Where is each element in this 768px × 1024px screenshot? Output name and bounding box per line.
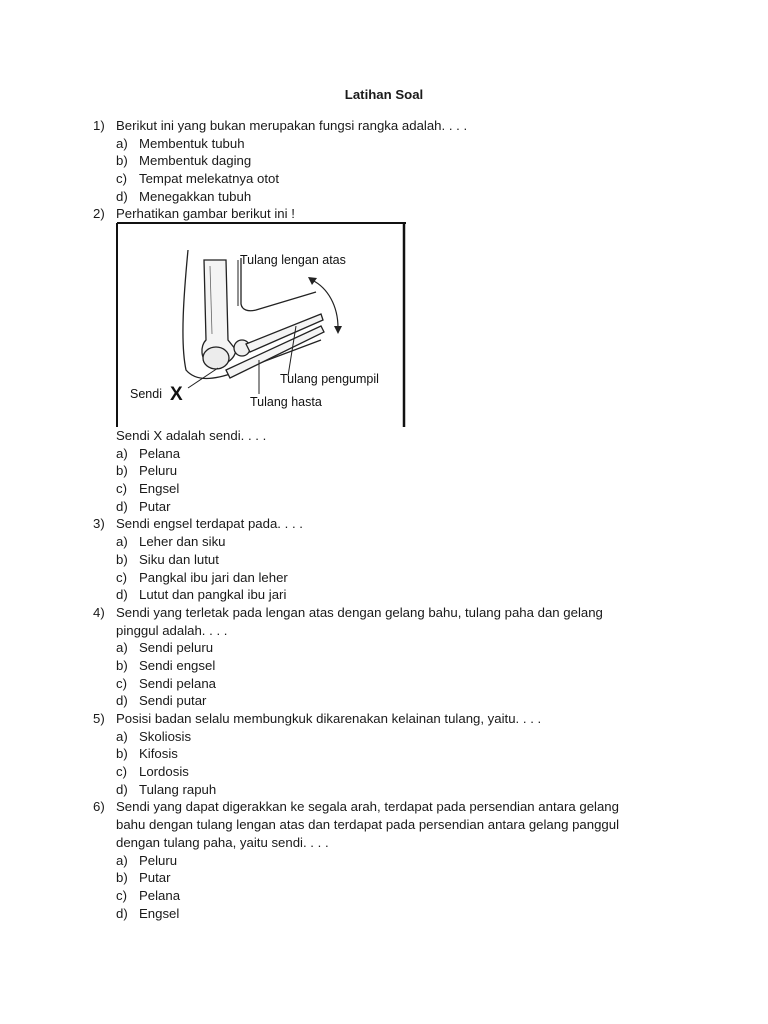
- question-text: dengan tulang paha, yaitu sendi. . . .: [116, 834, 329, 850]
- option-letter: a): [116, 445, 128, 461]
- option-text: Tulang rapuh: [139, 781, 217, 797]
- option-letter: d): [116, 693, 128, 709]
- option-c: [93, 569, 693, 587]
- label-joint: Sendi: [130, 387, 162, 401]
- option-text: Membentuk tubuh: [139, 135, 245, 151]
- option-d: [93, 781, 693, 799]
- option-letter: a): [116, 135, 128, 151]
- option-letter: a): [116, 852, 128, 868]
- option-letter: c): [116, 569, 127, 585]
- option-letter: b): [116, 153, 128, 169]
- option-letter: b): [116, 657, 128, 673]
- label-joint-x: X: [170, 384, 183, 405]
- label-ulna-bone: Tulang hasta: [250, 395, 322, 409]
- option-a: [93, 852, 693, 870]
- option-letter: d): [116, 498, 128, 514]
- label-upper-arm-bone: Tulang lengan atas: [240, 253, 346, 267]
- option-letter: c): [116, 764, 127, 780]
- question-text: Sendi engsel terdapat pada. . . .: [116, 516, 303, 532]
- option-text: Siku dan lutut: [139, 551, 219, 567]
- option-letter: a): [116, 534, 128, 550]
- option-b: [93, 869, 693, 887]
- question-number: 4): [93, 604, 105, 620]
- question-text: bahu dengan tulang lengan atas dan terdapat pada persendian antara gelang panggul: [116, 817, 620, 833]
- option-d: [93, 498, 693, 516]
- option-text: Sendi putar: [139, 693, 207, 709]
- option-letter: c): [116, 675, 127, 691]
- option-text: Pelana: [139, 887, 181, 903]
- option-letter: a): [116, 640, 128, 656]
- question-text: Posisi badan selalu membungkuk dikarenakan kelainan tulang, yaitu. . . .: [116, 711, 542, 726]
- option-d: [93, 905, 693, 923]
- option-c: [93, 170, 693, 188]
- question-2-answers: [93, 427, 693, 922]
- option-text: Putar: [139, 498, 171, 514]
- option-text: Engsel: [139, 481, 180, 497]
- option-a: [93, 135, 693, 153]
- option-text: Lutut dan pangkal ibu jari: [139, 587, 287, 603]
- option-text: Engsel: [139, 905, 180, 921]
- option-text: Membentuk daging: [139, 153, 252, 169]
- question-text: pinggul adalah. . . .: [116, 622, 228, 638]
- option-d: [93, 188, 693, 206]
- option-letter: d): [116, 587, 128, 603]
- option-text: Skoliosis: [139, 728, 192, 744]
- option-letter: d): [116, 188, 128, 204]
- option-text: Pelana: [139, 445, 181, 461]
- option-text: Pangkal ibu jari dan leher: [139, 569, 288, 585]
- option-letter: a): [116, 728, 128, 744]
- option-text: Sendi engsel: [139, 657, 216, 673]
- option-a: [93, 533, 693, 551]
- question-number: 3): [93, 516, 105, 532]
- option-c: [93, 480, 693, 498]
- question-1: [93, 117, 693, 223]
- option-text: Peluru: [139, 852, 178, 868]
- option-text: Lordosis: [139, 764, 189, 780]
- question-text: Sendi yang dapat digerakkan ke segala arah, terdapat pada persendian antara gelang: [116, 799, 619, 815]
- option-c: [93, 763, 693, 781]
- question-text: Berikut ini yang bukan merupakan fungsi rangka adalah. . . .: [116, 118, 468, 133]
- option-letter: b): [116, 551, 128, 567]
- label-radius-bone: Tulang pengumpil: [280, 372, 379, 386]
- question-number: 2): [93, 206, 105, 222]
- option-text: Sendi pelana: [139, 675, 216, 691]
- option-c: [93, 887, 693, 905]
- option-text: Kifosis: [139, 746, 178, 762]
- option-b: [93, 462, 693, 480]
- option-text: Leher dan siku: [139, 534, 226, 550]
- option-text: Putar: [139, 870, 171, 886]
- option-text: Tempat melekatnya otot: [139, 171, 280, 187]
- option-b: [93, 745, 693, 763]
- question-text: Perhatikan gambar berikut ini !: [116, 206, 295, 222]
- option-text: Menegakkan tubuh: [139, 188, 252, 204]
- elbow-joint-figure: [116, 222, 406, 427]
- option-text: Peluru: [139, 463, 178, 479]
- option-b: [93, 152, 693, 170]
- question-number: 6): [93, 799, 105, 815]
- option-letter: c): [116, 171, 127, 187]
- question-text: Sendi yang terletak pada lengan atas dengan gelang bahu, tulang paha dan gelang: [116, 604, 603, 620]
- option-b: [93, 551, 693, 569]
- option-text: Sendi peluru: [139, 640, 214, 656]
- option-letter: c): [116, 887, 127, 903]
- option-letter: c): [116, 481, 127, 497]
- arrow-head-top: [308, 277, 317, 285]
- option-letter: b): [116, 463, 128, 479]
- option-c: [93, 675, 693, 693]
- elbow-condyle: [203, 347, 229, 369]
- option-a: [93, 639, 693, 657]
- option-letter: b): [116, 870, 128, 886]
- option-letter: d): [116, 905, 128, 921]
- question-number: 1): [93, 118, 105, 133]
- option-a: [93, 445, 693, 463]
- option-letter: b): [116, 746, 128, 762]
- arrow-head-bottom: [334, 326, 342, 334]
- option-d: [93, 586, 693, 604]
- question-subtext: Sendi X adalah sendi. . . .: [116, 428, 267, 443]
- option-d: [93, 692, 693, 710]
- question-number: 5): [93, 711, 105, 726]
- option-a: [93, 728, 693, 746]
- page-title: Latihan Soal: [344, 87, 424, 102]
- option-b: [93, 657, 693, 675]
- option-letter: d): [116, 781, 128, 797]
